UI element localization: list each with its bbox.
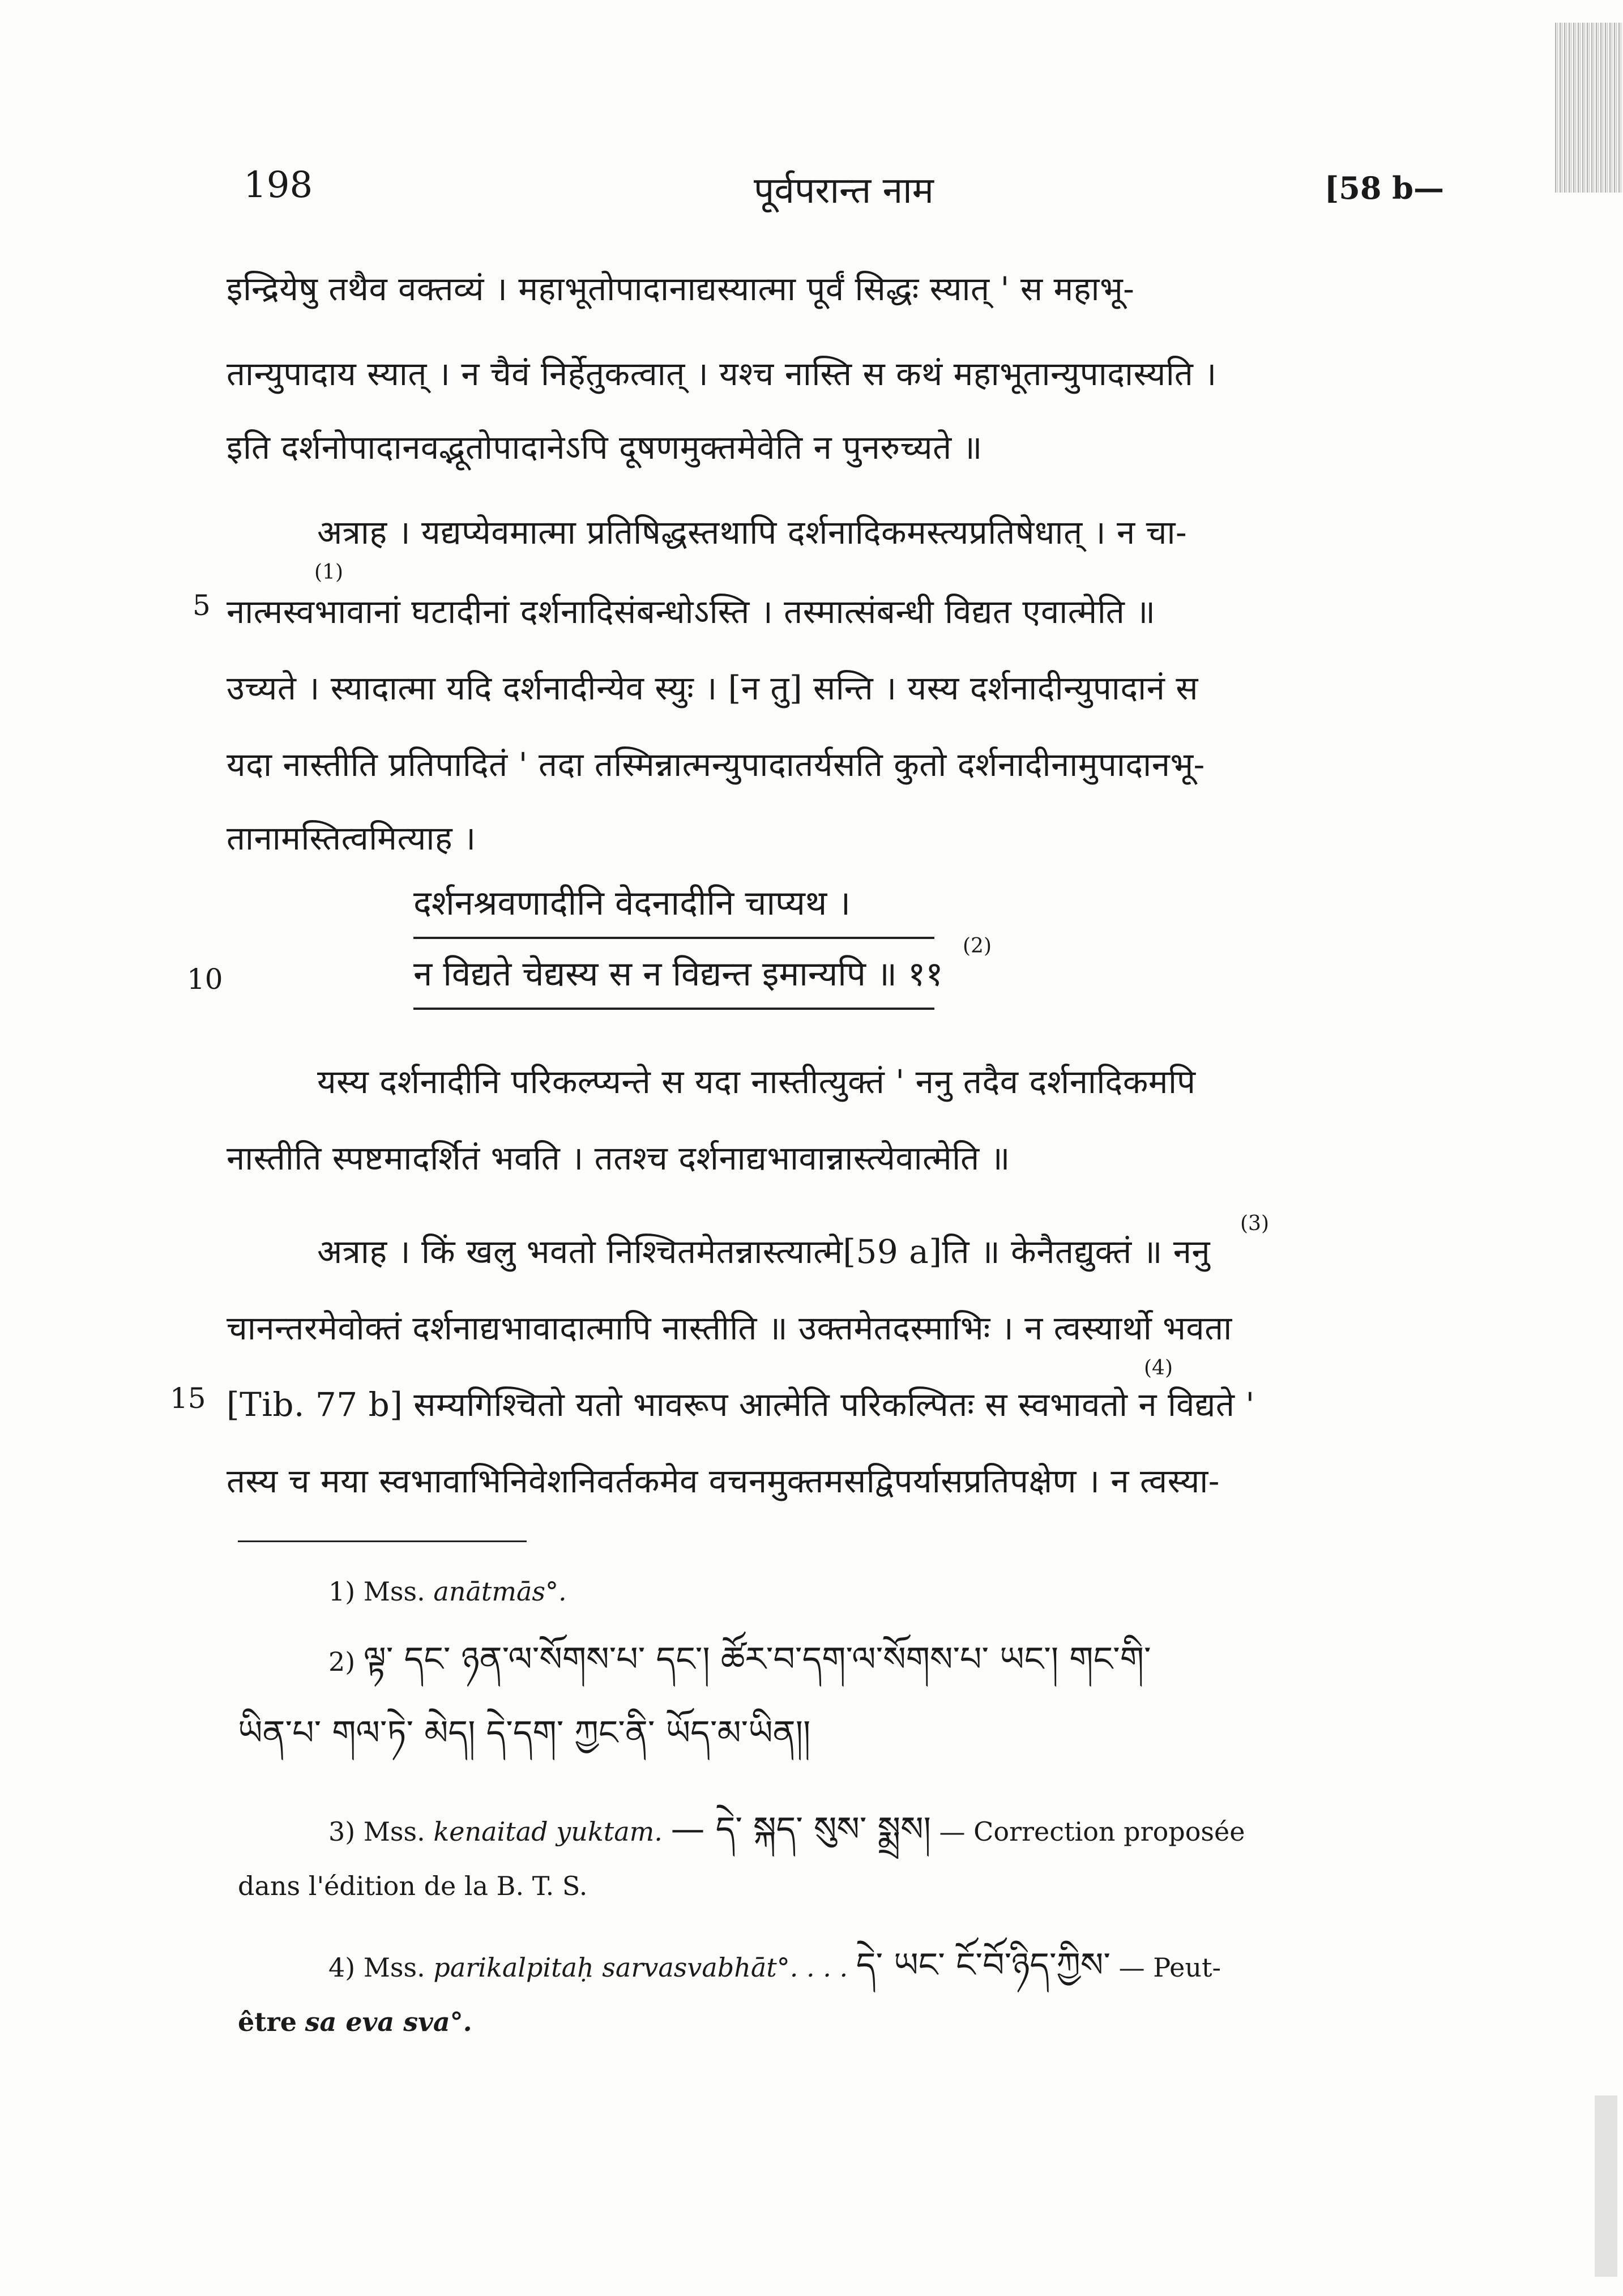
- footnote-3-label: 3) Mss.: [328, 1816, 425, 1847]
- page-number: 198: [244, 164, 313, 206]
- text-line: तान्युपादाय स्यात् । न चैवं निर्हेतुकत्वात् । यश्च नास्ति स कथं महाभूतान्युपादास्यति ।: [227, 355, 1217, 393]
- note-marker: (2): [963, 934, 992, 958]
- text-line: नास्तीति स्पष्टमादर्शितं भवति । ततश्च दर्शनाद्यभावान्नास्त्येवात्मेति ॥: [227, 1139, 1010, 1177]
- footnote-3-line-2: dans l'édition de la B. T. S.: [238, 1871, 588, 1901]
- text-line: तानामस्तित्वमित्याह ।: [227, 819, 476, 857]
- footnote-1: [328, 1569, 567, 1614]
- note-marker: (4): [1144, 1356, 1173, 1380]
- footnote-3-italic: kenaitad yuktam.: [433, 1816, 663, 1847]
- note-marker: (1): [314, 561, 343, 584]
- footnote-4: [328, 1943, 1221, 1990]
- footnote-2-tibetan-line-1: ལྟ་ དང་ ཉན་ལ་སོགས་པ་ དང་། ཚོར་བ་དག་ལ་སོགས་པ་ ཡང་། གང་གི་: [363, 1640, 1151, 1679]
- text-line: [Tib. 77 b] सम्यगिश्चितो यतो भावरूप आत्मेति परिकल्पितः स स्वभावतो न विद्यते ': [227, 1385, 1255, 1424]
- line-number: 5: [193, 589, 211, 622]
- folio-reference: [58 b—: [1324, 170, 1444, 206]
- footnote-rule: [238, 1540, 527, 1542]
- line-number: 15: [170, 1382, 206, 1415]
- text-line: यदा नास्तीति प्रतिपादितं ' तदा तस्मिन्नात्मन्युपादातर्यसति कुतो दर्शनादीनामुपादानभू-: [227, 745, 1205, 784]
- footnote-2-label: 2): [328, 1646, 356, 1677]
- text-line: इन्द्रियेषु तथैव वक्तव्यं । महाभूतोपादानाद्यस्यात्मा पूर्वं सिद्धः स्यात् ' स महाभू-: [227, 270, 1135, 308]
- footnote-2-line-2: [238, 1710, 810, 1758]
- footnote-4-label: 4) Mss.: [328, 1952, 425, 1983]
- text-line: तस्य च मया स्वभावाभिनिवेशनिवर्तकमेव वचनमुक्तमसद्विपर्यासप्रतिपक्षेण । न त्वस्या-: [227, 1462, 1220, 1500]
- footnote-4-line-2: [238, 1999, 472, 2045]
- footnote-4-line-2-a: être: [238, 2007, 297, 2037]
- footnote-4-line-2-b: sa eva sva°.: [305, 2007, 472, 2037]
- text-line: चानन्तरमेवोक्तं दर्शनाद्यभावादात्मापि नास्तीति ॥ उक्तमेतदस्माभिः । न त्वस्यार्थो भवता: [227, 1309, 1232, 1347]
- footnote-3-tibetan: — དེ་ སྐད་ སུས་ སྨྲས།: [670, 1810, 931, 1849]
- footnote-4-rest: — Peut-: [1118, 1952, 1221, 1983]
- footnote-1-label: 1) Mss.: [328, 1576, 425, 1607]
- footnote-3: [328, 1807, 1245, 1854]
- line-number: 10: [187, 963, 223, 996]
- scan-edge-artifact-bottom: [1595, 2096, 1617, 2277]
- text-line: अत्राह । किं खलु भवतो निश्चितमेतन्नास्त्यात्मे[59 a]ति ॥ केनैतद्युक्तं ॥ ननु: [317, 1232, 1211, 1271]
- verse-line: न विद्यते चेद्यस्य स न विद्यन्त इमान्यपि ॥ ११: [413, 943, 934, 1010]
- text-line: नात्मस्वभावानां घटादीनां दर्शनादिसंबन्धोऽस्ति । तस्मात्संबन्धी विद्यत एवात्मेति ॥: [227, 592, 1156, 631]
- footnote-4-tibetan: དེ་ ཡང་ ངོ་བོ་ཉིད་ཀྱིས་: [856, 1945, 1111, 1985]
- footnote-2-tibetan-line-2: ཡིན་པ་ གལ་ཏེ་ མེད། དེ་དག་ ཀྱང་ནི་ ཡོད་མ་ཡིན།།: [238, 1713, 811, 1753]
- footnote-1-text: anātmās°.: [433, 1576, 567, 1607]
- text-line: इति दर्शनोपादानवद्भूतोपादानेऽपि दूषणमुक्तमेवेति न पुनरुच्यते ॥: [227, 428, 983, 467]
- note-marker: (3): [1240, 1212, 1269, 1235]
- scan-edge-artifact: [1555, 23, 1623, 193]
- running-title: पूर्वपरान्त नाम: [754, 170, 934, 212]
- footnote-3-rest: — Correction proposée: [939, 1816, 1245, 1847]
- verse-line: दर्शनश्रवणादीनि वेदनादीनि चाप्यथ ।: [413, 872, 934, 939]
- footnote-2: [328, 1637, 1151, 1684]
- footnote-4-italic: parikalpitaḥ sarvasvabhāt°. . . .: [433, 1952, 848, 1983]
- text-line: यस्य दर्शनादीनि परिकल्प्यन्ते स यदा नास्तीत्युक्तं ' ननु तदैव दर्शनादिकमपि: [317, 1062, 1196, 1101]
- page-header: [244, 164, 1444, 227]
- text-line: अत्राह । यद्यप्येवमात्मा प्रतिषिद्धस्तथापि दर्शनादिकमस्त्यप्रतिषेधात् । न चा-: [317, 513, 1188, 552]
- text-line: उच्यते । स्यादात्मा यदि दर्शनादीन्येव स्युः । [न तु] सन्ति । यस्य दर्शनादीन्युपादानं स: [227, 669, 1198, 707]
